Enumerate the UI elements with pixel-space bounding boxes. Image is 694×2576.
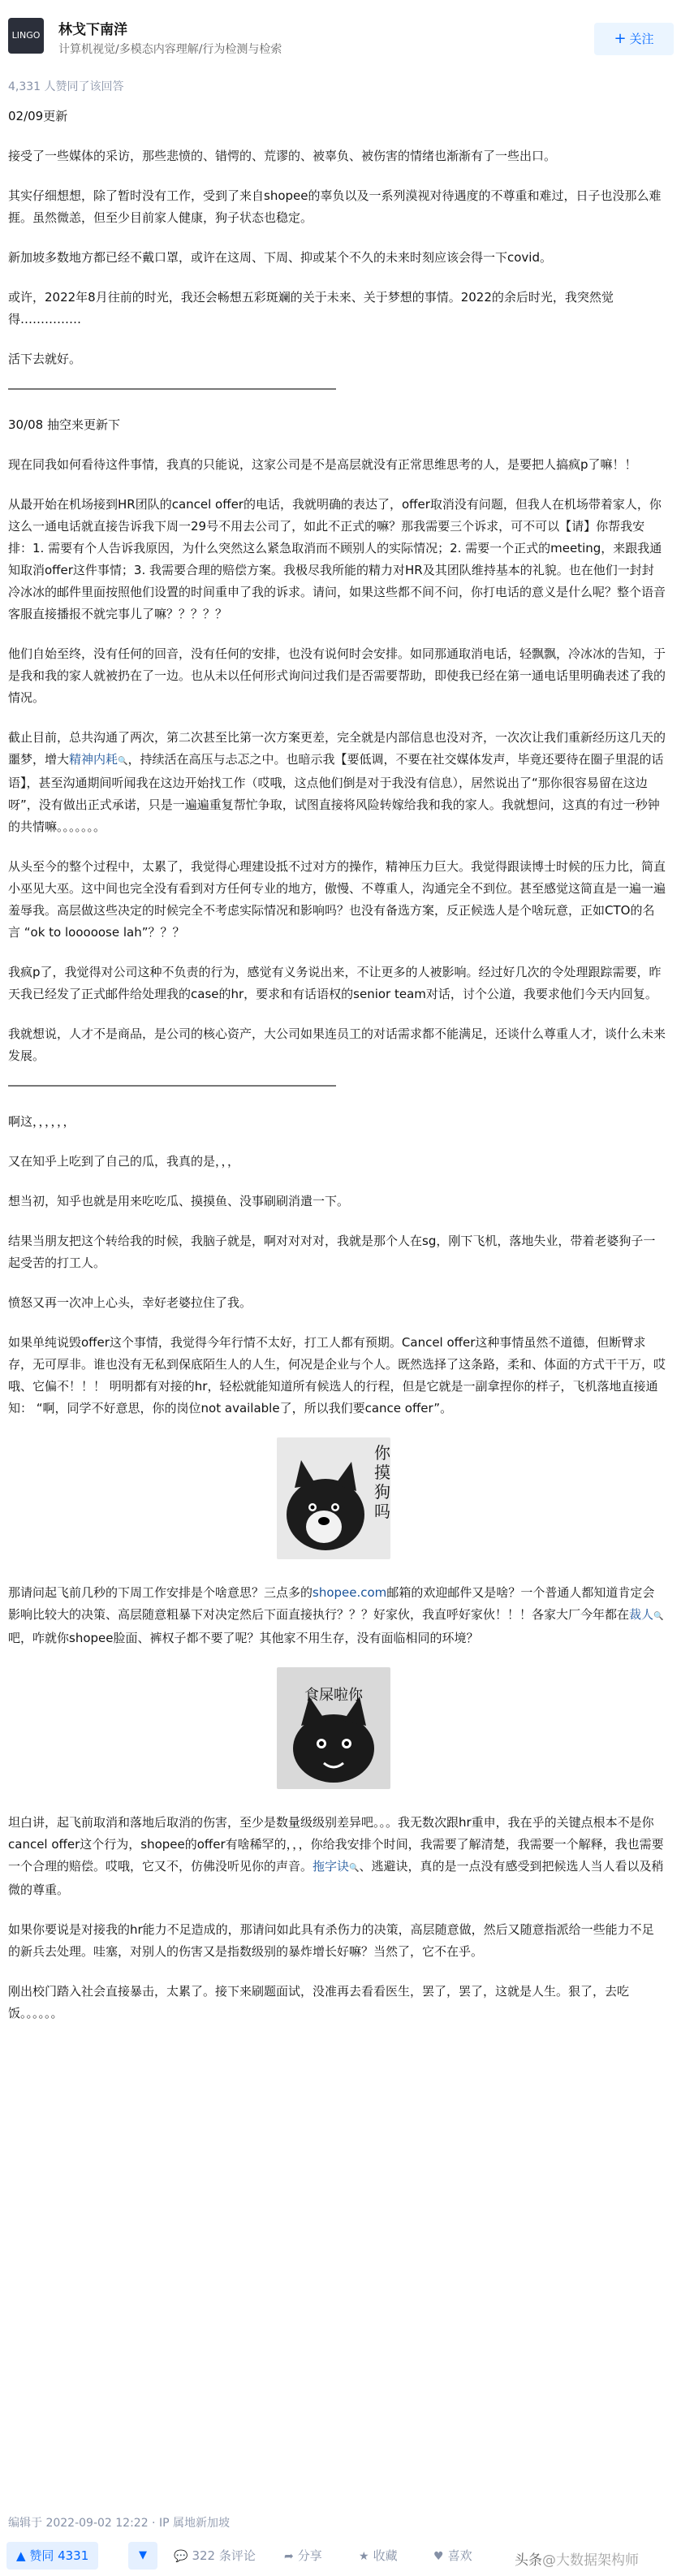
paragraph xyxy=(8,1582,666,1649)
paragraph-text: 邮箱的欢迎邮件又是啥？一个普通人都知道肯定会影响比较大的决策、高层随意粗暴下对决定然后下面直接执行？？？好家伙，我直呼好家伙！！！各家大厂今年都在 xyxy=(8,1585,655,1622)
follow-button[interactable] xyxy=(594,23,674,55)
paragraph: 刚出校门踏入社会直接暴击，太累了。接下来刷题面试，没准再去看看医生，罢了，罢了，这就是人生。狠了，去吃饭。。。。。。 xyxy=(8,1984,630,2021)
paragraph: 其实仔细想想，除了暂时没有工作，受到了来自shopee的辜负以及一系列漠视对待遇度的不尊重和难过，日子也没那么难捱。虽然微恙，但至少目前家人健康，狗子状态也稳定。 xyxy=(8,188,662,225)
comments-label: 322 条评论 xyxy=(192,2548,256,2563)
favorite-label: 收藏 xyxy=(373,2548,398,2563)
like-label: 喜欢 xyxy=(447,2548,472,2563)
answer-header xyxy=(0,0,694,70)
comment-icon: 💬 xyxy=(174,2550,188,2563)
watermark xyxy=(515,2548,639,2569)
divider xyxy=(8,388,336,390)
answer-content xyxy=(8,106,666,2042)
share-icon: ➦ xyxy=(284,2550,294,2563)
share-label: 分享 xyxy=(297,2548,322,2563)
inline-link[interactable] xyxy=(69,752,127,767)
sticker-caption: 食屎啦你 xyxy=(304,1687,363,1704)
paragraph: 想当初，知乎也就是用来吃吃瓜、摸摸鱼、没事刷刷消遣一下。 xyxy=(8,1194,350,1208)
paragraph: 活下去就好。 xyxy=(8,352,82,366)
edit-info: 编辑于 2022-09-02 12:22 · IP 属地新加坡 xyxy=(8,2517,230,2530)
plus-icon: + xyxy=(614,30,627,47)
paragraph xyxy=(8,1812,666,1901)
paragraph: 从最开始在机场接到HR团队的cancel offer的电话，我就明确的表达了，offer取消没有问题，但我人在机场带着家人，你这么一通电话就直接告诉我下周一29号不用去公司了，如此不正式的嘛？那我需要三个诉求，可不可以【请】你帮我安排：1. 需要有个人告诉我原因，为什么突然这么紧急取消而不顾别人的实际情况；2. 需要一个正式的meeting，来跟我通知取消offer这件事情；3. 我需要合理的赔偿方案。我极尽我所能的精力对HR及其团队维持基本的礼貌。也在他们一封封冷冰冰的邮件里面按照他们设置的时间重申了我的诉求。请问，如果这些都不间不问，你打电话的意义是什么呢？整个语音客服直接播报不就完事儿了嘛？？？？？ xyxy=(8,497,666,621)
dog-sticker-image[interactable] xyxy=(277,1437,390,1559)
watermark-main: 头条 xyxy=(515,2552,542,2569)
paragraph: 现在同我如何看待这件事情，我真的只能说，这家公司是不是高层就没有正常思维思考的人，是要把人搞疯p了嘛！！ xyxy=(8,457,637,472)
like-button[interactable] xyxy=(433,2542,472,2570)
watermark-sub: @大数据架构师 xyxy=(542,2552,639,2569)
paragraph-text: 吧，咋就你shopee脸面、裤权子都不要了呢？其他家不用生存，没有面临相同的环境？ xyxy=(8,1631,479,1645)
paragraph: 又在知乎上吃到了自己的瓜，我真的是，，， xyxy=(8,1154,240,1169)
search-icon: 🔍 xyxy=(653,1612,664,1621)
inline-link[interactable] xyxy=(313,1859,359,1874)
comments-button[interactable] xyxy=(174,2542,256,2570)
paragraph: 如果你要说是对接我的hr能力不足造成的，那请问如此具有杀伤力的决策，高层随意做，然后又随意指派给一些能力不足的新兵去处理。哇塞，对别人的伤害又是指数级别的暴炸增长好嘛？当然了，它不在乎。 xyxy=(8,1922,654,1959)
search-icon: 🔍 xyxy=(349,1864,360,1873)
dog-sticker-graphic xyxy=(277,1437,390,1559)
paragraph: 我就想说，人才不是商品，是公司的核心资产，大公司如果连员工的对话需求都不能满足，还谈什么尊重人才，谈什么未来发展。 xyxy=(8,1027,666,1063)
paragraph: 或许，2022年8月往前的时光，我还会畅想五彩斑斓的关于未来、关于梦想的事情。2022的余后时光，我突然觉得…………… xyxy=(8,290,614,326)
paragraph: 啊这，，，，，， xyxy=(8,1114,75,1129)
paragraph: 我疯p了，我觉得对公司这种不负责的行为，感觉有义务说出来，不让更多的人被影响。经过好几次的令处理跟踪需要，昨天我已经发了正式邮件给处理我的case的hr，要求和有话语权的senior team对话，讨个公道，我要求他们今天内回复。 xyxy=(8,965,662,1001)
paragraph-text: 坦白讲，起飞前取消和落地后取消的伤害，至少是数量级级别差异吧。。。我无数次跟hr重申，我在乎的关键点根本不是你cancel offer这个行为，shopee的offer有啥稀罕的，，，你给我安排个时间，我需要了解清楚，我需要一个解释，我也需要一个合理的赔偿。哎哦，它又不，仿佛没听见你的声音。 xyxy=(8,1815,664,1874)
paragraph xyxy=(8,727,666,838)
author-name[interactable]: 林戈下南洋 xyxy=(58,22,127,38)
triangle-up-icon: ▲ xyxy=(16,2548,30,2563)
favorite-button[interactable] xyxy=(359,2542,398,2570)
sticker-caption: 你摸狗吗 xyxy=(374,1443,390,1521)
paragraph-text: ，持续活在高压与忐忑之中。也暗示我【要低调，不要在社交媒体发声，毕竟还要待在圈子里混的话语】，甚至沟通期间听闻我在这边开始找工作（哎哦，这点他们倒是对于我没有信息），居然说出了“那你很容易留在这边呀”，没有做出正式承诺，只是一遍遍重复帮忙争取，试图直接将风险转嫁给我和我的家人。我就想问，这真的有过一秒钟的共情嘛。。。。。。。 xyxy=(8,752,664,834)
star-icon: ★ xyxy=(359,2550,369,2563)
author-bio: 计算机视觉/多模态内容理解/行为检测与检索 xyxy=(58,43,282,56)
follow-label: 关注 xyxy=(629,32,654,46)
paragraph: 从头至今的整个过程中，太累了，我觉得心理建设抵不过对方的操作，精神压力巨大。我觉得跟读博士时候的压力比，简直小巫见大巫。这中间也完全没有看到对方任何专业的地方，傲慢、不尊重人，沟通完全不到位。甚至感觉这简直是一遍一遍羞辱我。高层做这些决定的时候完全不考虑实际情况和影响吗？也没有备选方案，反正候选人是个啥玩意，正如CTO的名言 “ok to looooose lah”？？？ xyxy=(8,859,666,940)
upvote-label: 赞同 4331 xyxy=(29,2548,89,2563)
link-text: 精神内耗 xyxy=(69,752,119,767)
inline-link[interactable] xyxy=(629,1607,663,1622)
downvote-button[interactable] xyxy=(128,2542,157,2570)
share-button[interactable] xyxy=(284,2542,322,2570)
dog-sticker-image[interactable] xyxy=(277,1667,390,1789)
paragraph: 如果单纯说毁offer这个事情，我觉得今年行情不太好，打工人都有预期。Cancel offer这种事情虽然不道德，但断臂求存，无可厚非。谁也没有无私到保底陌生人的人生，何况是企业与个人。既然选择了这条路，柔和、体面的方式干干万，哎哦、它偏不！！！ 明明都有对接的hr，轻松就能知道所有候选人的行程，但是它就是一副拿捏你的样子，飞机落地直接通知： “啊，同学不好意思，你的岗位not available了，所以我们要cance offer”。 xyxy=(8,1335,666,1416)
paragraph-text: 、逃避诀，真的是一点没有感受到把候选人当人看以及稍微的尊重。 xyxy=(8,1859,664,1897)
paragraph: 愤怒又再一次冲上心头，幸好老婆拉住了我。 xyxy=(8,1295,252,1310)
paragraph-text: 截止目前，总共沟通了两次，第二次甚至比第一次方案更差，完全就是内部信息也没对齐，一次次让我们重新经历这几天的噩梦，增大 xyxy=(8,730,666,767)
triangle-down-icon: ▼ xyxy=(139,2549,147,2561)
paragraph: 新加坡多数地方都已经不戴口罩，或许在这周、下周、抑或某个不久的未来时刻应该会得一下covid。 xyxy=(8,250,552,265)
paragraph-text: 那请问起飞前几秒的下周工作安排是个啥意思？三点多的 xyxy=(8,1585,313,1600)
upvote-button[interactable] xyxy=(6,2542,98,2570)
paragraph: 02/09更新 xyxy=(8,109,68,123)
paragraph: 30/08 抽空来更新下 xyxy=(8,417,120,432)
author-avatar[interactable]: LINGO xyxy=(8,18,44,54)
divider xyxy=(8,1085,336,1087)
search-icon: 🔍 xyxy=(118,757,128,766)
inline-link[interactable]: shopee.com xyxy=(313,1585,387,1600)
upvote-summary: 4,331 人赞同了该回答 xyxy=(8,80,124,93)
paragraph: 接受了一些媒体的采访，那些悲愤的、错愕的、荒谬的、被辜负、被伤害的情绪也渐渐有了一些出口。 xyxy=(8,149,557,163)
paragraph: 他们自始至终，没有任何的回音，没有任何的安排，也没有说何时会安排。如同那通取消电话，轻飘飘，冷冰冰的告知，于是我和我的家人就被扔在了一边。也从未以任何形式询问过我们是否需要帮助，即使我已经在第一通电话里明确表述了我的情况。 xyxy=(8,646,666,705)
heart-icon: ♥ xyxy=(433,2550,444,2563)
link-text: 裁人 xyxy=(629,1607,654,1622)
paragraph: 结果当朋友把这个转给我的时候，我脑子就是，啊对对对对，我就是那个人在sg，刚下飞机，落地失业，带着老婆狗子一起受苦的打工人。 xyxy=(8,1234,656,1270)
link-text: 拖字诀 xyxy=(313,1859,350,1874)
action-bar xyxy=(0,2535,694,2576)
dog-sticker-graphic xyxy=(277,1667,390,1789)
